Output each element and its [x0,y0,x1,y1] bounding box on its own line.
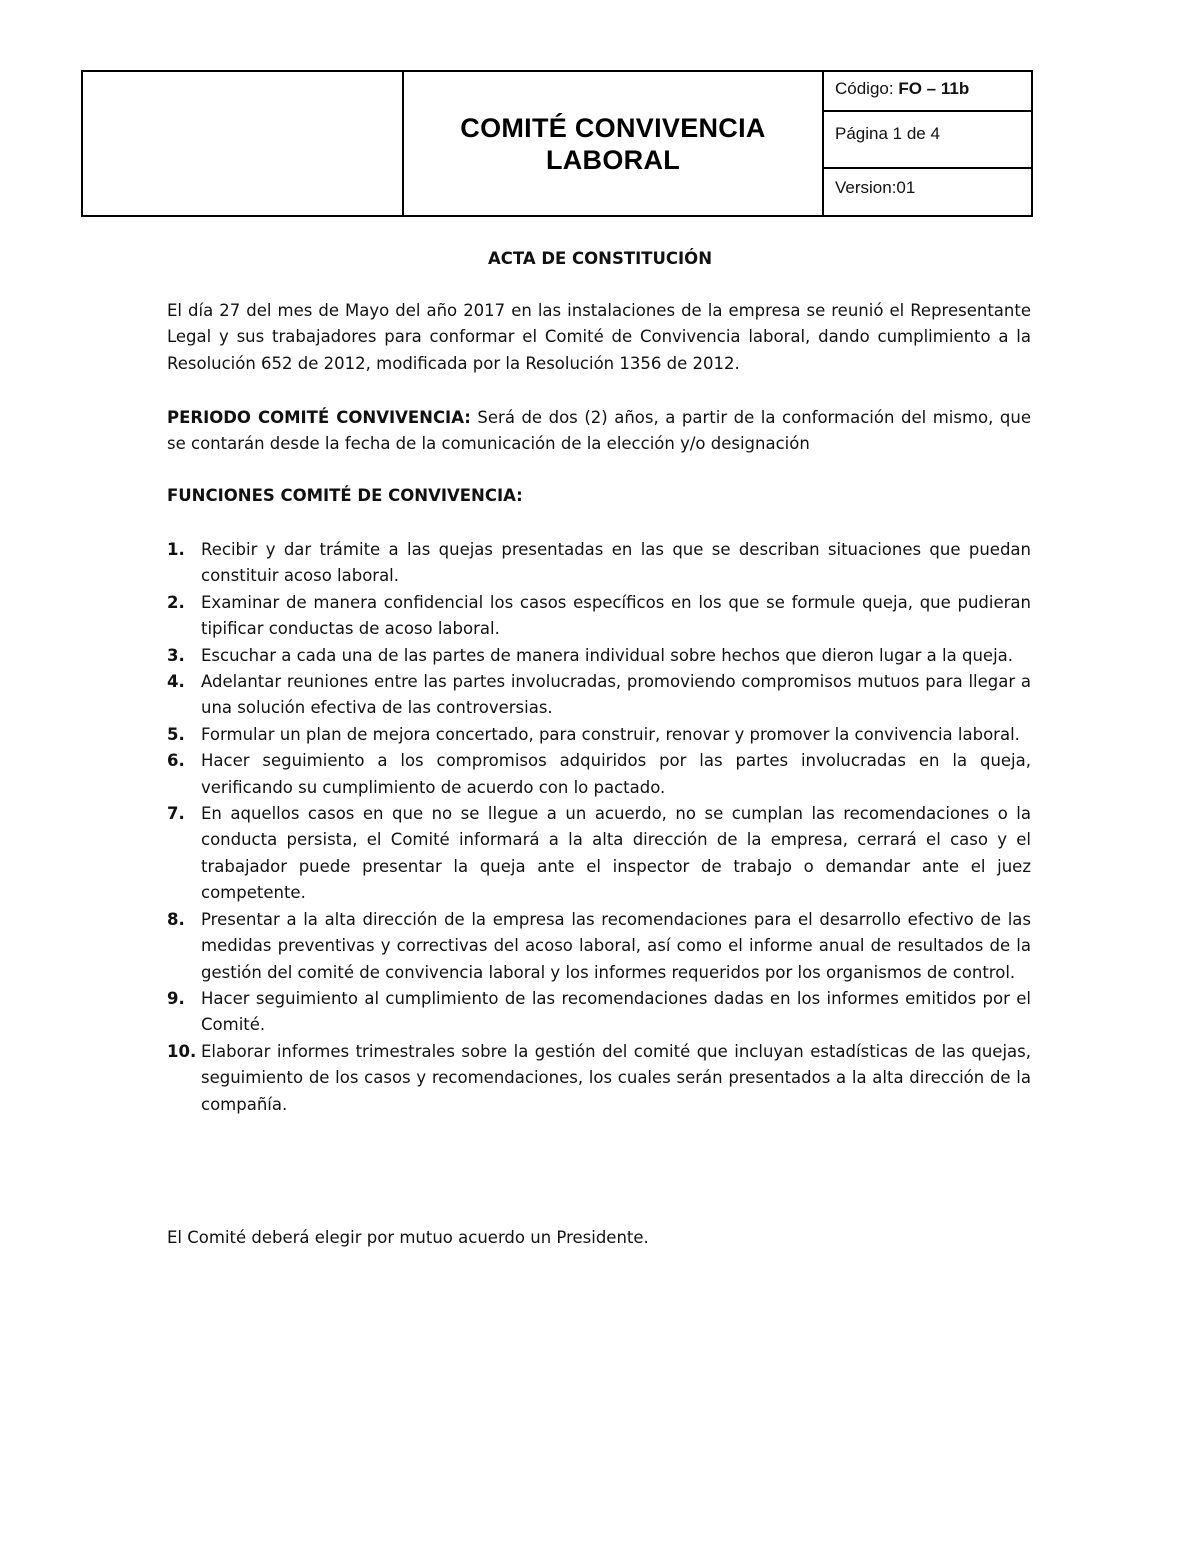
list-item-text: Elaborar informes trimestrales sobre la gestión del comité que incluyan estadísticas de las quejas, seguimiento de los casos y recomendaciones, los cuales serán presentados a la alta dirección de la compañía. [201,1041,1031,1114]
list-item [167,643,1031,669]
logo-cell [83,72,404,215]
title-line-1: COMITÉ CONVIVENCIA [460,112,766,143]
list-item [167,590,1031,643]
periodo-text: Será de dos (2) años, a partir de la conformación del mismo, que se contarán desde la fecha de la comunicación de la elección y/o designación [167,408,1031,454]
meta-column [824,72,1031,215]
list-item-text: Adelantar reuniones entre las partes involucradas, promoviendo compromisos mutuos para llegar a una solución efectiva de las controversias. [201,672,1031,718]
intro-paragraph: El día 27 del mes de Mayo del año 2017 en las instalaciones de la empresa se reunió el Representante Legal y sus trabajadores para conformar el Comité de Convivencia laboral, dando cumplimiento a la Resolución 652 de 2012, modificada por la Resolución 1356 de 2012. [167,301,1031,373]
list-item-number: 1. [167,540,185,559]
codigo-label: Código: [835,79,894,98]
list-item-number: 4. [167,672,185,692]
list-item-number: 2. [167,592,185,612]
list-item-number: 8. [167,909,185,929]
list-item-text: En aquellos casos en que no se llegue a un acuerdo, no se cumplan las recomendaciones o la conducta persista, el Comité informará a la alta dirección de la empresa, cerrará el caso y el trabajador puede presentar la queja ante el inspector de trabajo o demandar ante el juez competente. [201,804,1031,903]
list-item-text: Escuchar a cada una de las partes de manera individual sobre hechos que dieron lugar a la queja. [201,645,1014,665]
list-item [167,801,1031,907]
list-item-number: 10. [167,1041,197,1061]
list-item-text: Formular un plan de mejora concertado, para construir, renovar y promover la convivencia laboral. [201,724,1020,744]
list-item-number: 6. [167,751,185,771]
codigo-cell [824,72,1031,112]
list-item-text: Recibir y dar trámite a las quejas presentadas en las que se describan situaciones que puedan constituir acoso laboral. [201,540,1031,586]
list-item-text: Presentar a la alta dirección de la empresa las recomendaciones para el desarrollo efectivo de las medidas preventivas y correctivas del acoso laboral, así como el informe anual de resultados de la gestión del comité de convivencia laboral y los informes requeridos por los organismos de control. [201,909,1031,982]
closing-paragraph: El Comité deberá elegir por mutuo acuerdo un Presidente. [167,1228,649,1247]
list-item-number: 3. [167,645,185,665]
list-item-text: Hacer seguimiento al cumplimiento de las recomendaciones dadas en los informes emitidos por el Comité. [201,988,1031,1035]
codigo-value: FO – 11b [898,79,970,98]
list-item [167,1039,1031,1118]
header-table [81,70,1033,217]
version-cell: Version:01 [835,178,916,197]
list-item [167,669,1031,722]
list-item-text: Hacer seguimiento a los compromisos adquiridos por las partes involucradas en la queja, verificando su cumplimiento de acuerdo con lo pactado. [201,751,1031,797]
list-item [167,722,1031,748]
periodo-paragraph [167,405,1031,458]
list-item [167,986,1031,1039]
title-line-2: LABORAL [545,144,681,175]
list-item-number: 5. [167,724,185,744]
funciones-list [167,537,1031,1118]
list-item [167,748,1031,801]
pagina-cell: Página 1 de 4 [824,112,1031,169]
document-heading: ACTA DE CONSTITUCIÓN [487,249,713,268]
list-item [167,537,1031,590]
list-item-number: 7. [167,804,185,824]
list-item-text: Examinar de manera confidencial los casos específicos en los que se formule queja, que pudieran tipificar conductas de acoso laboral. [201,592,1031,639]
funciones-heading: FUNCIONES COMITÉ DE CONVIVENCIA: [167,486,523,505]
list-item-number: 9. [167,988,185,1008]
list-item [167,907,1031,986]
title-cell [404,72,824,215]
periodo-label: PERIODO COMITÉ CONVIVENCIA: [167,408,471,427]
